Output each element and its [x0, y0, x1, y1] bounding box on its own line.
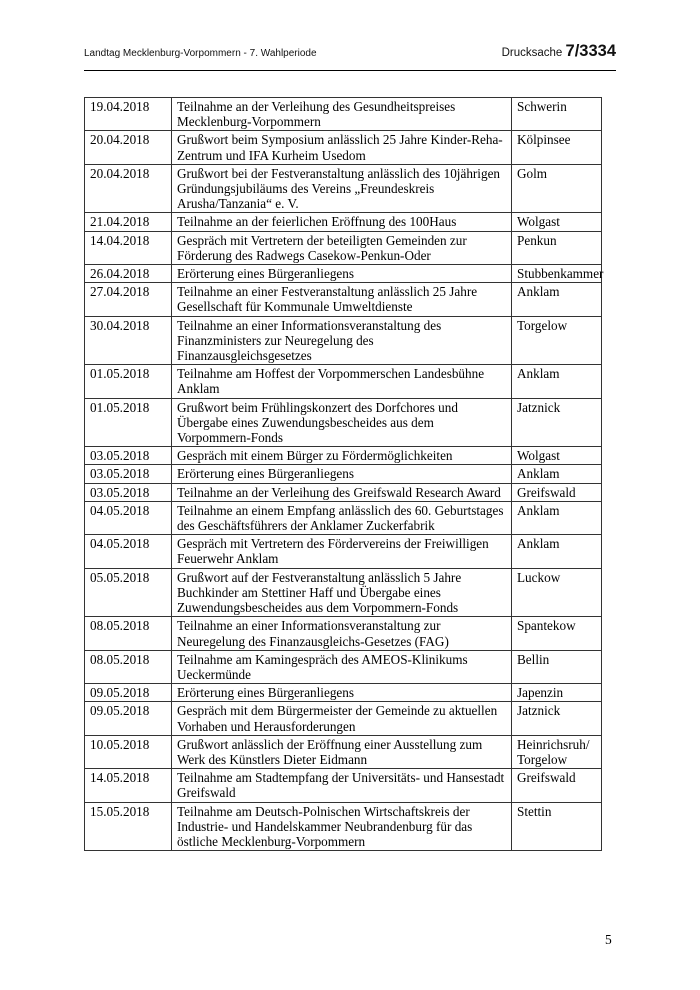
- description-cell: Teilnahme an einer Festveranstaltung anlässlich 25 Jahre Gesellschaft für Kommunale Umweltdienste: [172, 283, 512, 316]
- date-cell: 08.05.2018: [85, 617, 172, 650]
- place-cell: Anklam: [512, 535, 602, 568]
- place-cell: Greifswald: [512, 483, 602, 501]
- description-cell: Gespräch mit Vertretern des Fördervereins der Freiwilligen Feuerwehr Anklam: [172, 535, 512, 568]
- page-header: [84, 42, 616, 71]
- place-cell: Stettin: [512, 802, 602, 851]
- table-row: [85, 702, 602, 735]
- place-cell: Anklam: [512, 283, 602, 316]
- description-cell: Erörterung eines Bürgeranliegens: [172, 465, 512, 483]
- table-row: [85, 398, 602, 447]
- table-row: [85, 568, 602, 617]
- table-row: [85, 650, 602, 683]
- document-number: 7/3334: [565, 42, 616, 60]
- parliament-title: Landtag Mecklenburg-Vorpommern - 7. Wahlperiode: [84, 48, 317, 59]
- date-cell: 14.04.2018: [85, 231, 172, 264]
- place-cell: Anklam: [512, 365, 602, 398]
- place-cell: Jatznick: [512, 702, 602, 735]
- description-cell: Gespräch mit Vertretern der beteiligten Gemeinden zur Förderung des Radwegs Casekow-Penkun-Oder: [172, 231, 512, 264]
- table-row: [85, 501, 602, 534]
- date-cell: 01.05.2018: [85, 398, 172, 447]
- place-cell: Heinrichsruh/ Torgelow: [512, 735, 602, 768]
- table-row: [85, 283, 602, 316]
- table-row: [85, 802, 602, 851]
- table-row: [85, 769, 602, 802]
- description-cell: Grußwort beim Symposium anlässlich 25 Jahre Kinder-Reha-Zentrum und IFA Kurheim Usedom: [172, 131, 512, 164]
- date-cell: 04.05.2018: [85, 501, 172, 534]
- description-cell: Gespräch mit dem Bürgermeister der Gemeinde zu aktuellen Vorhaben und Herausforderungen: [172, 702, 512, 735]
- table-row: [85, 213, 602, 231]
- table-row: [85, 265, 602, 283]
- place-cell: Greifswald: [512, 769, 602, 802]
- table-row: [85, 316, 602, 365]
- place-cell: Stubbenkammer: [512, 265, 602, 283]
- description-cell: Teilnahme an einer Informationsveranstaltung des Finanzministers zur Neuregelung des Finanzausgleichsgesetzes: [172, 316, 512, 365]
- place-cell: Kölpinsee: [512, 131, 602, 164]
- page-number: 5: [605, 932, 612, 947]
- place-cell: Spantekow: [512, 617, 602, 650]
- table-row: [85, 98, 602, 131]
- table-row: [85, 535, 602, 568]
- date-cell: 26.04.2018: [85, 265, 172, 283]
- table-row: [85, 483, 602, 501]
- description-cell: Teilnahme am Hoffest der Vorpommerschen Landesbühne Anklam: [172, 365, 512, 398]
- date-cell: 04.05.2018: [85, 535, 172, 568]
- table-row: [85, 365, 602, 398]
- description-cell: Erörterung eines Bürgeranliegens: [172, 265, 512, 283]
- description-cell: Teilnahme am Stadtempfang der Universitäts- und Hansestadt Greifswald: [172, 769, 512, 802]
- place-cell: Wolgast: [512, 447, 602, 465]
- date-cell: 15.05.2018: [85, 802, 172, 851]
- appointments-table: [84, 97, 602, 851]
- description-cell: Teilnahme an einer Informationsveranstaltung zur Neuregelung des Finanzausgleichs-Gesetzes (FAG): [172, 617, 512, 650]
- date-cell: 03.05.2018: [85, 465, 172, 483]
- description-cell: Teilnahme an der feierlichen Eröffnung des 100Haus: [172, 213, 512, 231]
- date-cell: 01.05.2018: [85, 365, 172, 398]
- place-cell: Anklam: [512, 465, 602, 483]
- table-row: [85, 735, 602, 768]
- date-cell: 19.04.2018: [85, 98, 172, 131]
- table-row: [85, 684, 602, 702]
- description-cell: Gespräch mit einem Bürger zu Fördermöglichkeiten: [172, 447, 512, 465]
- date-cell: 27.04.2018: [85, 283, 172, 316]
- place-cell: Jatznick: [512, 398, 602, 447]
- date-cell: 08.05.2018: [85, 650, 172, 683]
- table-row: [85, 131, 602, 164]
- description-cell: Erörterung eines Bürgeranliegens: [172, 684, 512, 702]
- description-cell: Grußwort bei der Festveranstaltung anlässlich des 10jährigen Gründungsjubiläums des Vereins „Freundeskreis Arusha/Tanzania“ e. V.: [172, 164, 512, 213]
- table-row: [85, 231, 602, 264]
- place-cell: Luckow: [512, 568, 602, 617]
- date-cell: 21.04.2018: [85, 213, 172, 231]
- table-row: [85, 447, 602, 465]
- document-label: Drucksache: [501, 47, 563, 59]
- description-cell: Teilnahme an der Verleihung des Greifswald Research Award: [172, 483, 512, 501]
- description-cell: Teilnahme am Deutsch-Polnischen Wirtschaftskreis der Industrie- und Handelskammer Neubrandenburg für das östliche Mecklenburg-Vorpommern: [172, 802, 512, 851]
- description-cell: Grußwort anlässlich der Eröffnung einer Ausstellung zum Werk des Künstlers Dieter Eidmann: [172, 735, 512, 768]
- date-cell: 20.04.2018: [85, 131, 172, 164]
- date-cell: 09.05.2018: [85, 684, 172, 702]
- date-cell: 14.05.2018: [85, 769, 172, 802]
- date-cell: 03.05.2018: [85, 447, 172, 465]
- place-cell: Japenzin: [512, 684, 602, 702]
- date-cell: 09.05.2018: [85, 702, 172, 735]
- place-cell: Torgelow: [512, 316, 602, 365]
- date-cell: 10.05.2018: [85, 735, 172, 768]
- place-cell: Schwerin: [512, 98, 602, 131]
- date-cell: 20.04.2018: [85, 164, 172, 213]
- description-cell: Teilnahme am Kamingespräch des AMEOS-Klinikums Ueckermünde: [172, 650, 512, 683]
- table-row: [85, 617, 602, 650]
- place-cell: Anklam: [512, 501, 602, 534]
- place-cell: Wolgast: [512, 213, 602, 231]
- date-cell: 05.05.2018: [85, 568, 172, 617]
- description-cell: Teilnahme an einem Empfang anlässlich des 60. Geburtstages des Geschäftsführers der Anklamer Zuckerfabrik: [172, 501, 512, 534]
- table-row: [85, 164, 602, 213]
- date-cell: 03.05.2018: [85, 483, 172, 501]
- place-cell: Bellin: [512, 650, 602, 683]
- description-cell: Grußwort beim Frühlingskonzert des Dorfchores und Übergabe eines Zuwendungsbescheides aus dem Vorpommern-Fonds: [172, 398, 512, 447]
- place-cell: Penkun: [512, 231, 602, 264]
- table-row: [85, 465, 602, 483]
- date-cell: 30.04.2018: [85, 316, 172, 365]
- document-reference: [502, 42, 616, 61]
- place-cell: Golm: [512, 164, 602, 213]
- description-cell: Grußwort auf der Festveranstaltung anlässlich 5 Jahre Buchkinder am Stettiner Haff und Übergabe eines Zuwendungsbescheides aus dem Vorpommern-Fonds: [172, 568, 512, 617]
- description-cell: Teilnahme an der Verleihung des Gesundheitspreises Mecklenburg-Vorpommern: [172, 98, 512, 131]
- appointments-table-body: [85, 98, 602, 851]
